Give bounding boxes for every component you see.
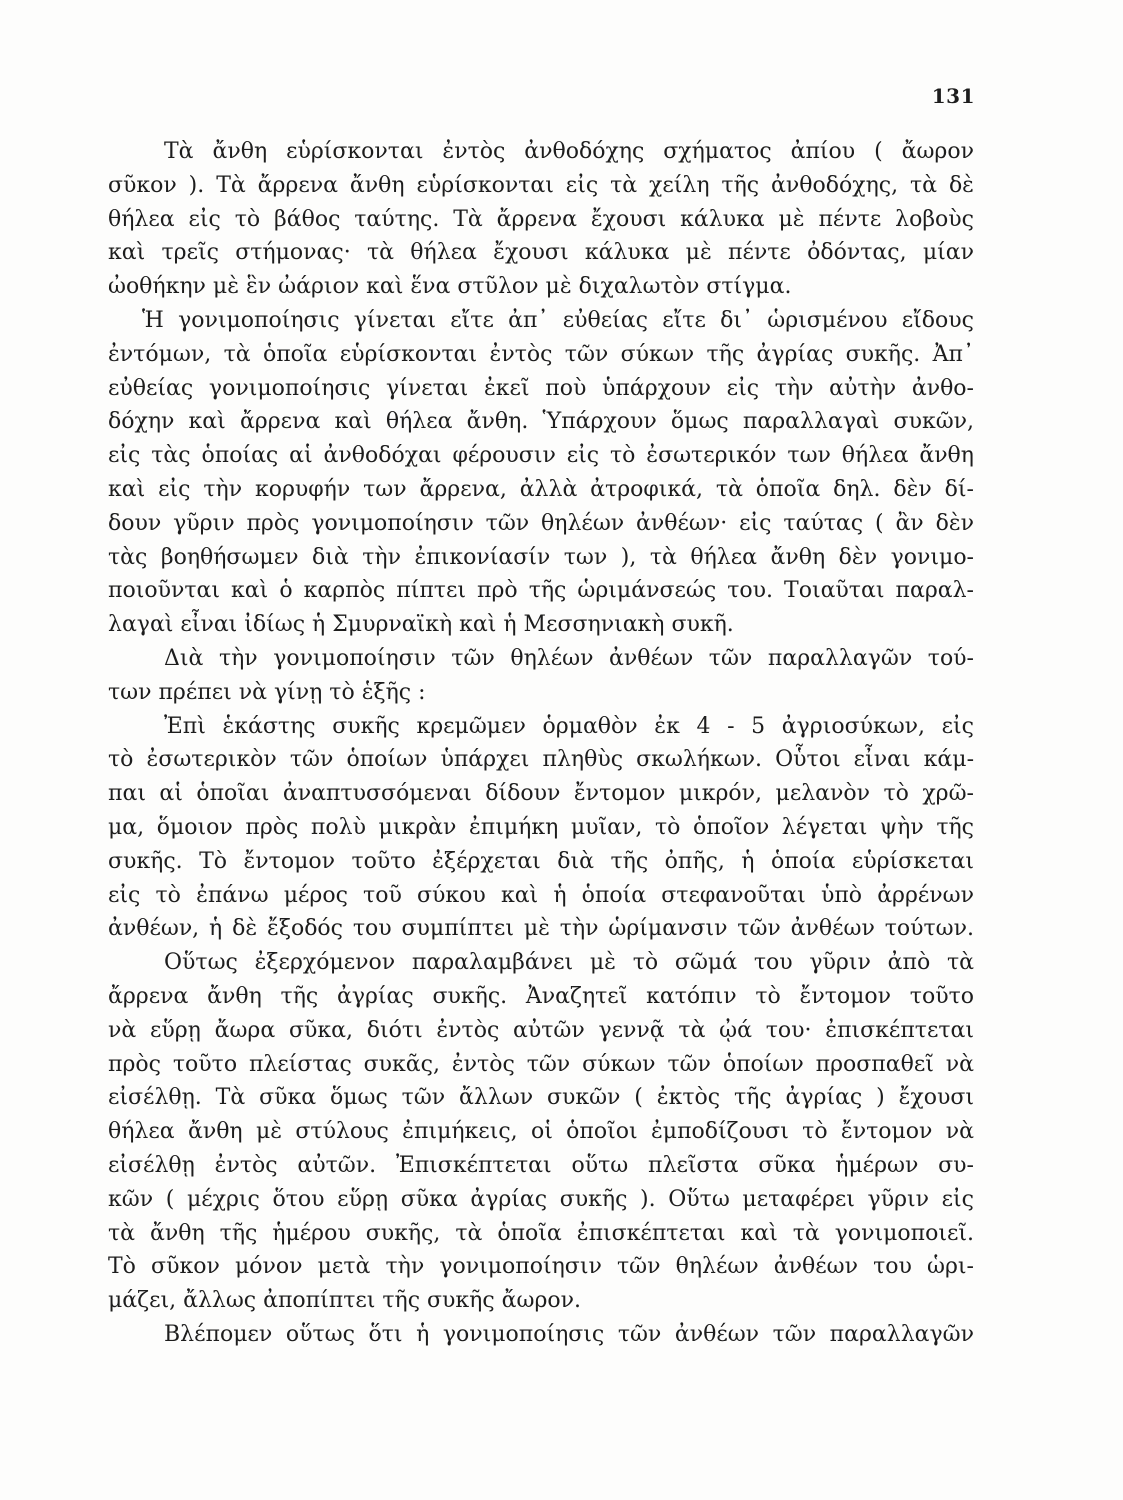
text-line: εἰς τὰς ὁποίας αἱ ἀνθοδόχαι φέρουσιν εἰς τὸ ἐσωτερικόν των θήλεα ἄνθη [108,443,974,469]
text-line: ποιοῦνται καὶ ὁ καρπὸς πίπτει πρὸ τῆς ὡριμάνσεώς του. Τοιαῦται παραλ- [108,578,974,604]
text-line: καὶ εἰς τὴν κορυφήν των ἄρρενα, ἀλλὰ ἀτροφικά, τὰ ὁποῖα δηλ. δὲν δί- [108,476,974,502]
text-line: ἀνθέων, ἡ δὲ ἔξοδός του συμπίπτει μὲ τὴν ὡρίμανσιν τῶν ἀνθέων τούτων. [108,916,974,942]
text-line: Διὰ τὴν γονιμοποίησιν τῶν θηλέων ἀνθέων τῶν παραλλαγῶν τού- [164,645,974,671]
text-line: των πρέπει νὰ γίνῃ τὸ ἑξῆς : [108,679,426,705]
text-line: πρὸς τοῦτο πλείστας συκᾶς, ἐντὸς τῶν σύκων τῶν ὁποίων προσπαθεῖ νὰ [108,1051,974,1077]
text-line: Τὰ ἄνθη εὑρίσκονται ἐντὸς ἀνθοδόχης σχήματος ἀπίου ( ἄωρον [164,139,974,164]
text-line: Βλέπομεν οὕτως ὅτι ἡ γονιμοποίησις τῶν ἀνθέων τῶν παραλλαγῶν [164,1321,974,1347]
text-line: δόχην καὶ ἄρρενα καὶ θήλεα ἄνθη. Ὑπάρχουν ὅμως παραλλαγαὶ συκῶν, [108,409,974,435]
page-number: 131 [931,84,975,108]
text-line: νὰ εὕρῃ ἄωρα σῦκα, διότι ἐντὸς αὐτῶν γεννᾷ τὰ ᾠά του· ἐπισκέπτεται [108,1017,974,1043]
text-line: Ἐπὶ ἑκάστης συκῆς κρεμῶμεν ὁρμαθὸν ἐκ 4 - 5 ἀγριοσύκων, εἰς [164,713,974,739]
text-line: μάζει, ἄλλως ἀποπίπτει τῆς συκῆς ἄωρον. [108,1288,582,1314]
text-line: Ἡ γονιμοποίησις γίνεται εἴτε ἀπ᾽ εὐθείας εἴτε δι᾽ ὡρισμένου εἴδους [142,307,974,333]
text-line: συκῆς. Τὸ ἔντομον τοῦτο ἐξέρχεται διὰ τῆς ὀπῆς, ἡ ὁποία εὑρίσκεται [108,848,974,874]
text-line: κῶν ( μέχρις ὅτου εὕρῃ σῦκα ἀγρίας συκῆς ). Οὕτω μεταφέρει γῦριν εἰς [108,1186,974,1212]
text-line: ἐντόμων, τὰ ὁποῖα εὑρίσκονται ἐντὸς τῶν σύκων τῆς ἀγρίας συκῆς. Ἀπ᾽ [108,341,974,367]
text-line: ἄρρενα ἄνθη τῆς ἀγρίας συκῆς. Ἀναζητεῖ κατόπιν τὸ ἔντομον τοῦτο [108,983,974,1009]
text-line: ὠοθήκην μὲ ἓν ὠάριον καὶ ἕνα στῦλον μὲ διχαλωτὸν στίγμα. [108,274,792,300]
text-line: θήλεα εἰς τὸ βάθος ταύτης. Τὰ ἄρρενα ἔχουσι κάλυκα μὲ πέντε λοβοὺς [108,206,974,232]
text-line: θήλεα ἄνθη μὲ στύλους ἐπιμήκεις, οἱ ὁποῖοι ἐμποδίζουσι τὸ ἔντομον νὰ [108,1119,974,1145]
text-line: παι αἱ ὁποῖαι ἀναπτυσσόμεναι δίδουν ἔντομον μικρόν, μελανὸν τὸ χρῶ- [108,781,974,807]
text-line: τὰς βοηθήσωμεν διὰ τὴν ἐπικονίασίν των ), τὰ θήλεα ἄνθη δὲν γονιμο- [108,544,974,570]
text-line: εἰσέλθῃ. Τὰ σῦκα ὅμως τῶν ἄλλων συκῶν ( ἐκτὸς τῆς ἀγρίας ) ἔχουσι [108,1085,974,1111]
text-line: τὸ ἐσωτερικὸν τῶν ὁποίων ὑπάρχει πληθὺς σκωλήκων. Οὗτοι εἶναι κάμ- [108,747,974,773]
text-line: μα, ὅμοιον πρὸς πολὺ μικρὰν ἐπιμήκη μυῖαν, τὸ ὁποῖον λέγεται ψὴν τῆς [108,814,974,840]
text-line: δουν γῦριν πρὸς γονιμοποίησιν τῶν θηλέων ἀνθέων· εἰς ταύτας ( ἂν δὲν [108,510,974,536]
body-text [108,135,974,1352]
text-line: εὐθείας γονιμοποίησις γίνεται ἐκεῖ ποὺ ὑπάρχουν εἰς τὴν αὐτὴν ἀνθο- [108,375,974,401]
text-line: Τὸ σῦκον μόνον μετὰ τὴν γονιμοποίησιν τῶν θηλέων ἀνθέων του ὡρι- [108,1254,974,1280]
text-line: σῦκον ). Τὰ ἄρρενα ἄνθη εὑρίσκονται εἰς τὰ χείλη τῆς ἀνθοδόχης, τὰ δὲ [108,172,974,198]
text-line: λαγαὶ εἶναι ἰδίως ἡ Σμυρναϊκὴ καὶ ἡ Μεσσηνιακὴ συκῆ. [108,612,734,638]
text-line: τὰ ἄνθη τῆς ἡμέρου συκῆς, τὰ ὁποῖα ἐπισκέπτεται καὶ τὰ γονιμοποιεῖ. [108,1220,974,1246]
text-line: Οὕτως ἐξερχόμενον παραλαμβάνει μὲ τὸ σῶμά του γῦριν ἀπὸ τὰ [164,950,974,976]
text-line: εἰς τὸ ἐπάνω μέρος τοῦ σύκου καὶ ἡ ὁποία στεφανοῦται ὑπὸ ἀρρένων [108,882,974,908]
text-line: εἰσέλθῃ ἐντὸς αὐτῶν. Ἐπισκέπτεται οὕτω πλεῖστα σῦκα ἡμέρων συ- [108,1152,974,1178]
text-line: καὶ τρεῖς στήμονας· τὰ θήλεα ἔχουσι κάλυκα μὲ πέντε ὀδόντας, μίαν [108,240,974,266]
